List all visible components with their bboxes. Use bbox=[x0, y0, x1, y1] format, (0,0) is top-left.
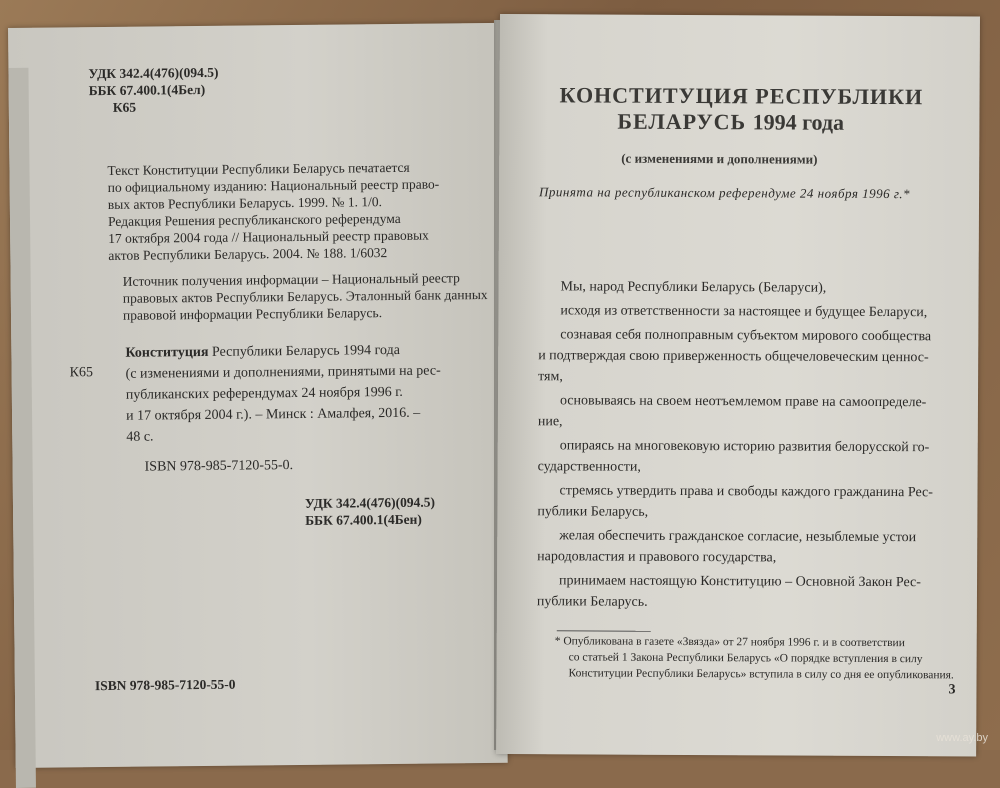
footnote-line-2: со статьей 1 Закона Республики Беларусь «О порядке вступления в силу bbox=[568, 651, 923, 666]
preamble-line-2: исходя из ответственности за настоящее и будущее Беларуси, bbox=[560, 303, 928, 321]
isbn-mid: ISBN 978-985-7120-55-0. bbox=[144, 458, 294, 475]
edition-line-2: 17 октября 2004 года // Национальный реестр правовых bbox=[108, 227, 429, 246]
preamble-line-10: стремясь утвердить права и свободы каждого гражданина Рес- bbox=[559, 483, 933, 501]
footnote-line-1: * Опубликована в газете «Звязда» от 27 ноября 1996 г. и в соответствии bbox=[554, 635, 905, 650]
info-line-2: правовых актов Республики Беларусь. Эталонный банк данных bbox=[122, 286, 488, 306]
footnote-line-3: Конституции Республики Беларусь» вступила в силу со дня ее опубликования. bbox=[568, 667, 954, 682]
isbn-bottom: ISBN 978-985-7120-55-0 bbox=[94, 676, 236, 694]
preamble-line-4: и подтверждая свою приверженность общечеловеческим ценнос- bbox=[538, 348, 929, 366]
udk-top: УДК 342.4(476)(094.5) bbox=[88, 64, 219, 82]
preamble-line-14: принимаем настоящую Конституцию – Основной Закон Рес- bbox=[558, 573, 921, 591]
preamble-line-13: народовластия и правового государства, bbox=[537, 549, 777, 566]
bbk-bottom: ББК 67.400.1(4Бен) bbox=[305, 511, 422, 528]
source-line-2: по официальному изданию: Национальный реестр право- bbox=[107, 176, 440, 195]
edition-line-3: актов Республики Беларусь. 2004. № 188. 1/6032 bbox=[108, 245, 388, 263]
code-top: К65 bbox=[112, 99, 137, 115]
preamble-line-7: ние, bbox=[537, 414, 563, 430]
adoption-note: Принята на республиканском референдуме 24 ноября 1996 г.* bbox=[539, 184, 911, 202]
bbk-top: ББК 67.400.1(4Бел) bbox=[88, 81, 206, 99]
biblio-line-5: 48 с. bbox=[126, 429, 154, 445]
biblio-line-2: (с изменениями и дополнениями, принятыми на рес- bbox=[125, 363, 441, 382]
biblio-line-3: публиканских референдумах 24 ноября 1996 г. bbox=[125, 384, 403, 403]
preamble-line-15: публики Беларусь. bbox=[536, 594, 648, 610]
title-year: 1994 года bbox=[752, 109, 845, 135]
preamble-line-1: Мы, народ Республики Беларусь (Беларуси), bbox=[560, 279, 827, 296]
watermark: www.ay.by bbox=[936, 732, 988, 744]
title-line-1: КОНСТИТУЦИЯ РЕСПУБЛИКИ bbox=[559, 82, 924, 110]
left-page bbox=[8, 23, 508, 768]
biblio-line-1: Республики Беларусь 1994 года bbox=[211, 342, 400, 360]
info-line-1: Источник получения информации – Национальный реестр bbox=[122, 270, 460, 289]
source-line-3: вых актов Республики Беларусь. 1999. № 1. 1/0. bbox=[107, 194, 383, 212]
info-line-3: правовой информации Республики Беларусь. bbox=[122, 305, 383, 323]
preamble-line-12: желая обеспечить гражданское согласие, незыблемые устои bbox=[559, 528, 917, 546]
preamble-line-8: опираясь на многовековую историю развития белорусской го- bbox=[559, 438, 930, 456]
biblio-line-4: и 17 октября 2004 г.). – Минск : Амалфея, 2016. – bbox=[125, 405, 421, 424]
biblio-code: К65 bbox=[69, 365, 94, 381]
biblio-title: Конституция bbox=[125, 344, 209, 361]
footnote-rule bbox=[557, 630, 651, 631]
edition-line-1: Редакция Решения республиканского референдума bbox=[107, 210, 401, 229]
title-country: БЕЛАРУСЬ bbox=[617, 108, 747, 135]
preamble-line-5: тям, bbox=[538, 369, 563, 385]
subtitle: (с изменениями и дополнениями) bbox=[621, 150, 818, 167]
udk-bottom: УДК 342.4(476)(094.5) bbox=[304, 494, 436, 511]
source-line-1: Текст Конституции Республики Беларусь печатается bbox=[107, 159, 410, 178]
preamble-line-6: основываясь на своем неотъемлемом праве на самоопределе- bbox=[559, 393, 927, 411]
preamble-line-3: сознавая себя полноправным субъектом мирового сообщества bbox=[560, 327, 932, 345]
title-line-2 bbox=[617, 109, 844, 136]
preamble-line-9: сударственности, bbox=[537, 459, 641, 475]
page-number: 3 bbox=[948, 682, 956, 698]
right-page bbox=[496, 14, 980, 757]
preamble-line-11: публики Беларусь, bbox=[537, 504, 649, 520]
